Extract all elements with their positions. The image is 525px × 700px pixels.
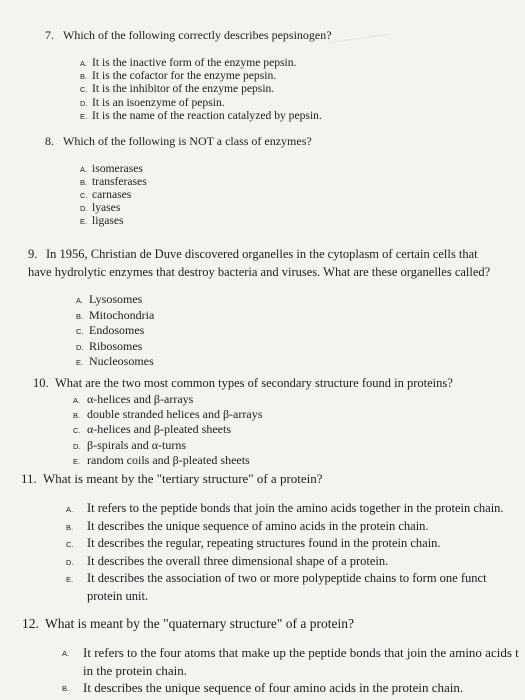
option-a[interactable]: A. It refers to the four atoms that make up the peptide bonds that join the amino acids t: [62, 645, 519, 660]
option-list: [73, 392, 453, 468]
option-list: [80, 162, 312, 227]
option-e[interactable]: E. It describes the association of two or more polypeptide chains to form one funct: [66, 571, 487, 585]
option-c[interactable]: C. α-helices and β-pleated sheets: [73, 422, 231, 437]
question-title: [22, 615, 519, 632]
question-text: Which of the following is NOT a class of enzymes?: [63, 134, 312, 148]
option-d[interactable]: D. It is an isoenzyme of pepsin.: [80, 95, 225, 109]
bleed-through-mark: [329, 34, 392, 65]
option-d[interactable]: D. It describes the overall three dimensional shape of a protein.: [66, 553, 389, 568]
question-text: What is meant by the "quaternary structure" of a protein?: [45, 616, 355, 631]
option-d[interactable]: D. β-spirals and α-turns: [73, 437, 187, 452]
option-b[interactable]: B. It describes the unique sequence of amino acids in the protein chain.: [66, 518, 429, 533]
option-list: [76, 292, 498, 370]
question-12: [22, 615, 519, 697]
option-b[interactable]: B. It is the cofactor for the enzyme pepsin.: [80, 69, 277, 83]
option-a-continuation: in the protein chain.: [83, 663, 187, 678]
question-text: In 1956, Christian de Duve discovered organelles in the cytoplasm of certain cells that have hydrolytic enzymes that destroy bacteria and viruses. What are these organelles called?: [28, 247, 491, 279]
question-9: [28, 245, 498, 370]
option-list: [80, 56, 332, 122]
question-text: Which of the following correctly describes pepsinogen?: [63, 28, 332, 42]
question-number: 7.: [45, 28, 54, 42]
option-d[interactable]: D. lyases: [80, 201, 121, 214]
option-a[interactable]: A. α-helices and β-arrays: [73, 392, 194, 406]
option-list: [62, 644, 519, 697]
question-text: What is meant by the "tertiary structure" of a protein?: [43, 471, 323, 486]
question-title: [28, 245, 498, 281]
question-title: [45, 133, 312, 150]
question-7: [45, 27, 332, 122]
option-list: [66, 500, 504, 605]
option-c[interactable]: C. carnases: [80, 188, 132, 201]
option-e[interactable]: E. ligases: [80, 214, 124, 227]
option-c[interactable]: C. It describes the regular, repeating structures found in the protein chain.: [66, 536, 441, 550]
question-number: 10.: [33, 376, 49, 390]
option-a[interactable]: A. It refers to the peptide bonds that join the amino acids together in the protein chain.: [66, 501, 504, 515]
question-number: 8.: [45, 134, 54, 148]
option-e[interactable]: E. It is the name of the reaction catalyzed by pepsin.: [80, 108, 322, 122]
option-a[interactable]: A. isomerases: [80, 162, 143, 175]
option-e[interactable]: E. random coils and β-pleated sheets: [73, 452, 250, 467]
question-title: [21, 470, 504, 487]
question-10: [33, 375, 453, 468]
question-number: 9.: [28, 247, 38, 261]
question-number: 11.: [21, 471, 37, 486]
option-e[interactable]: E. Nucleosomes: [76, 354, 154, 368]
option-a[interactable]: A. Lysosomes: [76, 292, 143, 306]
option-b[interactable]: B. Mitochondria: [76, 307, 155, 322]
option-e-continuation: protein unit.: [87, 588, 149, 603]
option-a[interactable]: A. It is the inactive form of the enzyme pepsin.: [80, 56, 297, 69]
option-b[interactable]: B. It describes the unique sequence of four amino acids in the protein chain.: [62, 680, 464, 695]
question-text: What are the two most common types of secondary structure found in proteins?: [55, 376, 453, 390]
option-d[interactable]: D. Ribosomes: [76, 338, 143, 353]
question-number: 12.: [22, 616, 39, 631]
question-8: [45, 133, 312, 227]
question-11: [21, 470, 504, 605]
option-c[interactable]: C. Endosomes: [76, 323, 145, 337]
option-b[interactable]: B. transferases: [80, 175, 147, 188]
option-c[interactable]: C. It is the inhibitor of the enzyme pepsin.: [80, 82, 275, 96]
question-title: [33, 375, 453, 392]
option-b[interactable]: B. double stranded helices and β-arrays: [73, 407, 263, 422]
question-title: [45, 27, 332, 44]
